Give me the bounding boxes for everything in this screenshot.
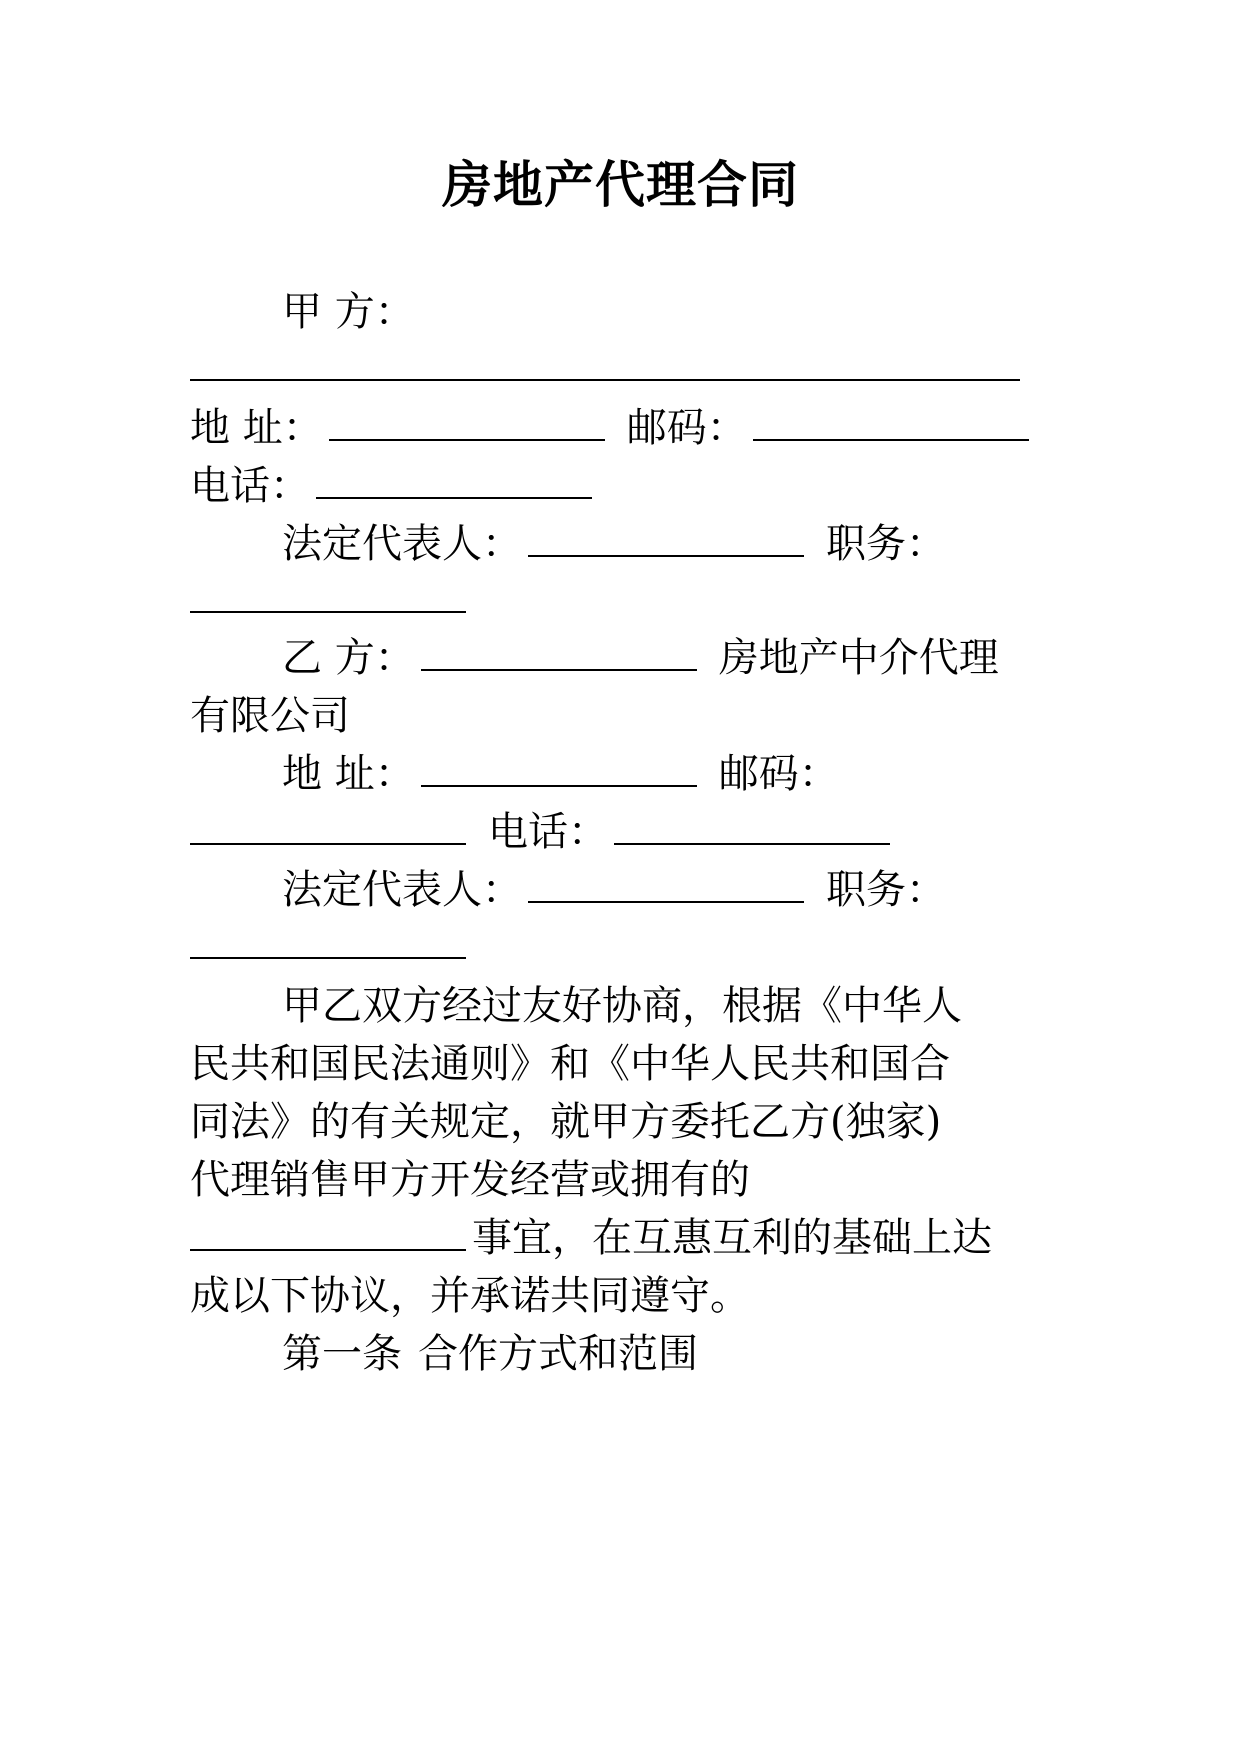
preamble-line-6: 成以下协议，并承诺共同遵守。 [190,1273,750,1319]
preamble-line-3: 同法》的有关规定，就甲方委托乙方(独家) [190,1099,942,1145]
article-1-heading [282,1331,1072,1377]
party-a-position-blank [190,607,466,613]
party-a-rep-line [282,521,1072,567]
party-b-company-line [190,693,1070,739]
party-b-phone-blank [614,839,890,845]
article-1-title: 合作方式和范围 [418,1331,698,1377]
party-a-phone-blank [316,493,592,499]
preamble-line-5 [190,1215,1070,1261]
preamble-line-5-text: 事宜，在互惠互利的基础上达 [472,1215,992,1261]
party-a-address-line [190,405,1070,451]
party-b-address-line [282,751,1072,797]
party-a-name-line [190,348,1070,388]
preamble-line-4: 代理销售甲方开发经营或拥有的 [190,1157,750,1203]
party-b-rep-blank [528,897,804,903]
article-1-number: 第一条 [282,1331,402,1377]
party-b-label-line [282,635,1072,681]
party-a-phone-line [190,463,1070,509]
party-b-position-blank [190,953,466,959]
party-b-position-label: 职务： [826,867,946,913]
party-b-company-suffix-2: 有限公司 [190,693,350,739]
party-b-address-blank [421,781,697,787]
party-a-rep-label: 法定代表人： [282,521,522,567]
party-b-address-label: 地 址： [282,751,415,797]
party-a-postcode-label: 邮码： [626,405,747,451]
party-a-address-blank [329,435,605,441]
party-b-company-suffix-1: 房地产中介代理 [718,635,999,681]
preamble-line-1: 甲乙双方经过友好协商，根据《中华人 [282,983,962,1029]
party-a-name-blank [190,375,1020,381]
preamble-line-2: 民共和国民法通则》和《中华人民共和国合 [190,1041,950,1087]
party-a-address-label: 地 址： [190,405,323,451]
party-a-label: 甲 方： [282,289,415,335]
party-a-postcode-blank [753,435,1029,441]
party-a-phone-label: 电话： [190,463,310,509]
party-b-position-line [190,926,1070,966]
preamble-property-blank [190,1245,466,1251]
party-b-postcode-blank [190,839,466,845]
party-b-phone-label: 电话： [488,809,608,855]
party-a-position-line [190,580,1070,620]
party-b-rep-line [282,867,1072,913]
party-b-name-blank [421,665,697,671]
party-a-label-line [282,289,1072,335]
party-a-rep-blank [528,551,804,557]
party-b-rep-label: 法定代表人： [282,867,522,913]
document-title: 房地产代理合同 [442,155,799,214]
party-b-postcode-label: 邮码： [718,751,839,797]
party-a-position-label: 职务： [826,521,946,567]
party-b-label: 乙 方： [282,635,415,681]
party-b-phone-line [190,809,1070,855]
